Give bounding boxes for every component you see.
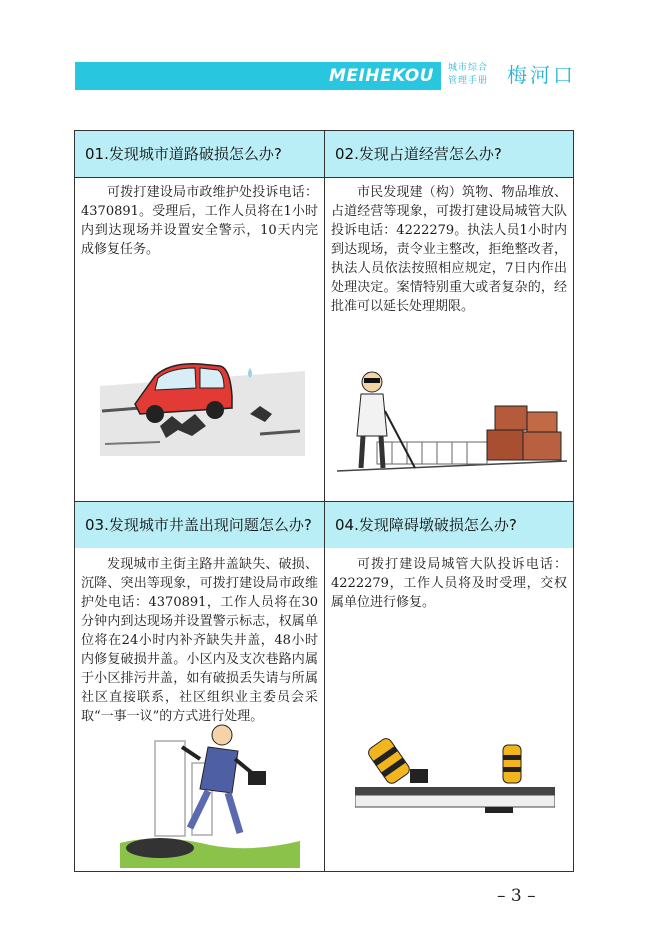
question-2-title: 02.发现占道经营怎么办? xyxy=(325,131,573,177)
question-1-title: 01.发现城市道路破损怎么办? xyxy=(75,131,324,177)
question-3-answer: 发现城市主街主路井盖缺失、破损、沉降、突出等现象，可拨打建设局市政维护处电话：4370891，工作人员将在30分钟内到达现场并设置警示标志，权属单位将在24小时内补齐缺失井盖，48小时内修复破损井盖。小区内及支次巷路内属于小区排污井盖，如有破损丢失请与所属社区直接联系，社区组织业主委员会采取“一事一议”的方式进行处理。 xyxy=(81,557,318,724)
subtitle-line-2: 管理手册 xyxy=(448,76,489,86)
blind-man-boxes-illustration xyxy=(337,356,567,481)
subtitle-line-1: 城市综合 xyxy=(448,63,489,73)
brand-title: MEIHEKOU xyxy=(328,66,434,86)
manhole-trip-illustration xyxy=(100,723,305,868)
question-3-title: 03.发现城市井盖出现问题怎么办? xyxy=(75,502,324,548)
question-2-answer: 市民发现建（构）筑物、物品堆放、占道经营等现象，可拨打建设局城管大队投诉电话：4222279。执法人员1小时内到达现场，责令业主整改，拒绝整改者，执法人员依法按照相应规定，7日内作出处理决定。案情特别重大或者复杂的，经批准可以延长处理期限。 xyxy=(331,185,567,314)
grid-divider xyxy=(75,177,573,178)
qa-grid xyxy=(74,130,574,872)
page-number: – 3 – xyxy=(497,886,536,906)
broken-road-car-illustration xyxy=(100,356,305,456)
broken-bollards-illustration xyxy=(355,729,555,814)
city-name: 梅河口 xyxy=(507,63,576,87)
question-4-title: 04.发现障碍墩破损怎么办? xyxy=(325,502,573,548)
question-4-answer: 可拨打建设局城管大队投诉电话：4222279，工作人员将及时受理，交权属单位进行修复。 xyxy=(331,557,567,610)
question-1-answer: 可拨打建设局市政维护处投诉电话：4370891。受理后，工作人员将在1小时内到达现场并设置安全警示，10天内完成修复任务。 xyxy=(81,185,318,257)
